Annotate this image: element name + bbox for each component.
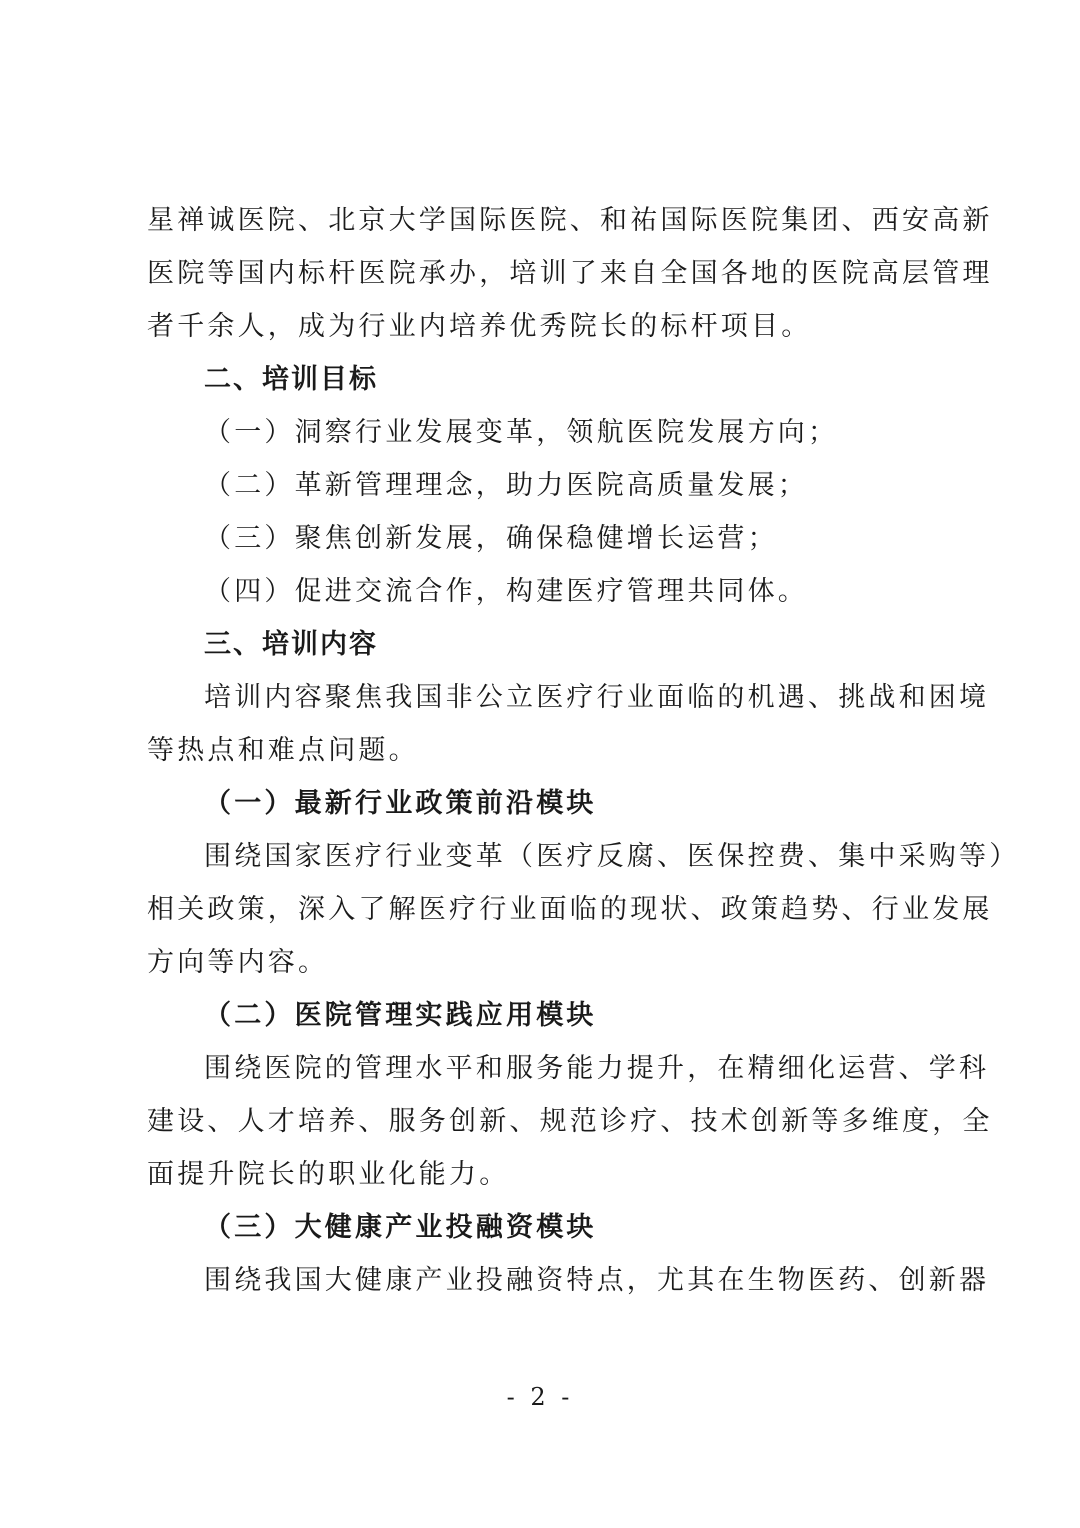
paragraph-line: 医院等国内标杆医院承办，培训了来自全国各地的医院高层管理 [147,258,993,289]
paragraph-line: 围绕医院的管理水平和服务能力提升，在精细化运营、学科 [204,1053,990,1084]
paragraph-line: 等热点和难点问题。 [147,735,419,766]
section-heading-content: 三、培训内容 [204,629,378,660]
goal-item-2: （二）革新管理理念，助力医院高质量发展； [204,470,808,501]
page-number: - 2 - [506,1383,574,1411]
paragraph-line: 面提升院长的职业化能力。 [147,1159,510,1190]
paragraph-line: 相关政策，深入了解医疗行业面临的现状、政策趋势、行业发展 [147,894,993,925]
paragraph-line: 围绕我国大健康产业投融资特点，尤其在生物医药、创新器 [204,1265,990,1296]
paragraph-line: 者千余人，成为行业内培养优秀院长的标杆项目。 [147,311,812,342]
goal-item-3: （三）聚焦创新发展，确保稳健增长运营； [204,523,778,554]
section-heading-goals: 二、培训目标 [204,364,378,395]
paragraph-line: 方向等内容。 [147,947,329,978]
module-heading-3: （三）大健康产业投融资模块 [204,1212,597,1243]
module-heading-2: （二）医院管理实践应用模块 [204,1000,597,1031]
paragraph-line: 培训内容聚焦我国非公立医疗行业面临的机遇、挑战和困境 [204,682,990,713]
module-heading-1: （一）最新行业政策前沿模块 [204,788,597,819]
paragraph-line: 围绕国家医疗行业变革（医疗反腐、医保控费、集中采购等） [204,841,1020,872]
goal-item-1: （一）洞察行业发展变革，领航医院发展方向； [204,417,839,448]
goal-item-4: （四）促进交流合作，构建医疗管理共同体。 [204,576,808,607]
body-text [147,194,1020,1307]
paragraph-line: 建设、人才培养、服务创新、规范诊疗、技术创新等多维度，全 [147,1106,993,1137]
paragraph-line: 星禅诚医院、北京大学国际医院、和祐国际医院集团、西安高新 [147,205,993,236]
